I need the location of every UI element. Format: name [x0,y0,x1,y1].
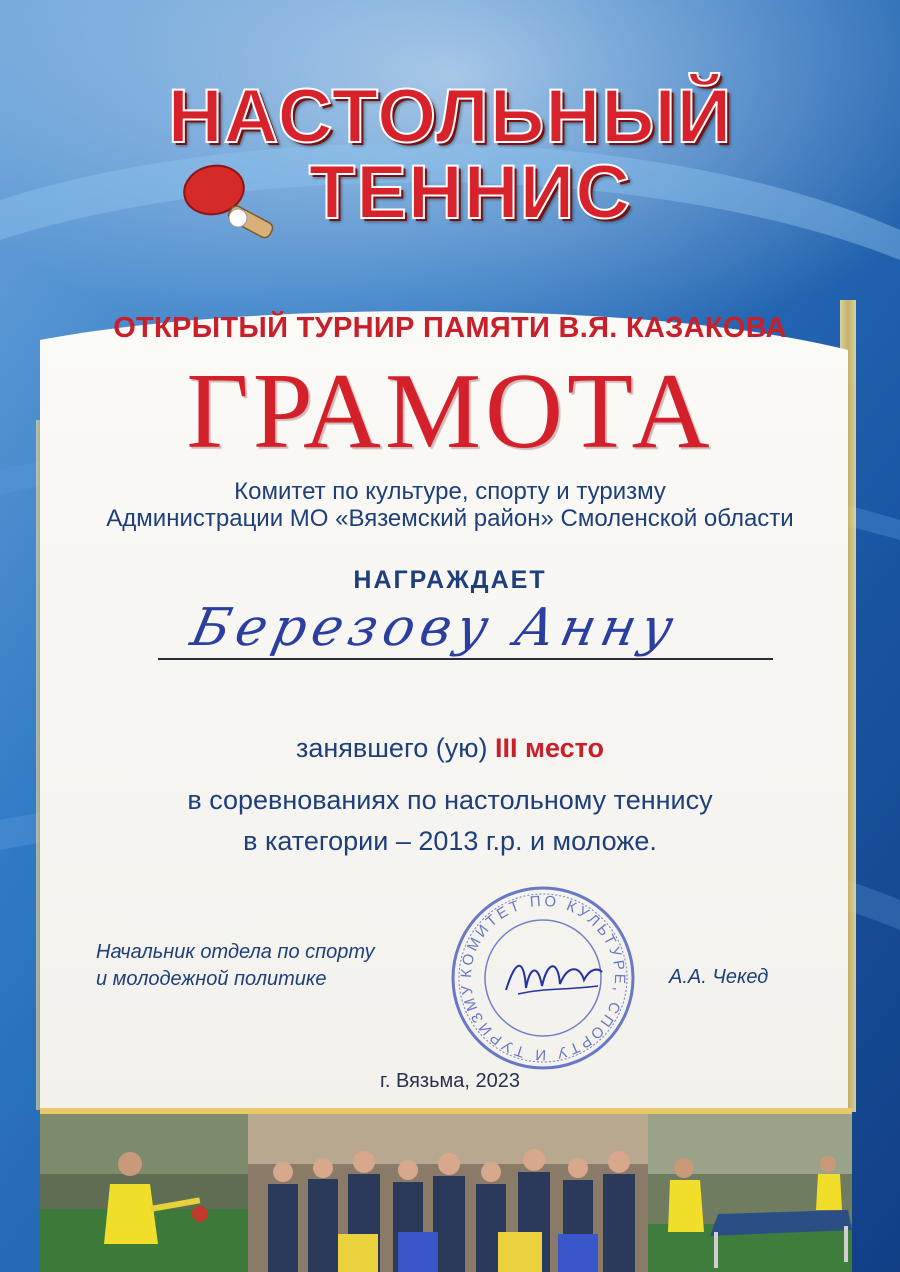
recipient-name: Березову Анну [185,598,685,658]
competition-line-2: в категории – 2013 г.р. и моложе. [243,826,657,856]
tournament-name: ОТКРЫТЫЙ ТУРНИР ПАМЯТИ В.Я. КАЗАКОВА [113,312,787,344]
issuer-line-2: Администрации МО «Вяземский район» Смоленской области [106,505,794,532]
signer-position-line-2: и молодежной политике [96,968,327,990]
photo-strip [40,1114,852,1272]
competition-line-1: в соревнованиях по настольному теннису [187,785,713,815]
photo-table-tennis-match [648,1114,852,1272]
city-year: г. Вязьма, 2023 [380,1070,520,1092]
photo-group [248,1114,648,1272]
recipient-underline [158,658,773,660]
signer-position-line-1: Начальник отдела по спорту [96,941,375,963]
photo-player-serving [40,1114,248,1272]
issuer-line-1: Комитет по культуре, спорту и туризму [234,478,666,505]
awards-label: НАГРАЖДАЕТ [353,566,547,594]
place-value: III место [494,733,604,763]
handwritten-signature [498,950,608,1005]
place-prefix: занявшего (ую) [296,733,488,763]
stamp-text: КОМИТЕТ ПО КУЛЬТУРЕ, СПОРТУ И ТУРИЗМУ [457,892,629,1064]
title-line-2: ТЕННИС [308,150,632,235]
place-line [40,733,860,764]
title-line-1: НАСТОЛЬНЫЙ [167,74,733,159]
signer-name: А.А. Чекед [669,966,769,988]
certificate-heading: ГРАМОТА [186,352,714,471]
